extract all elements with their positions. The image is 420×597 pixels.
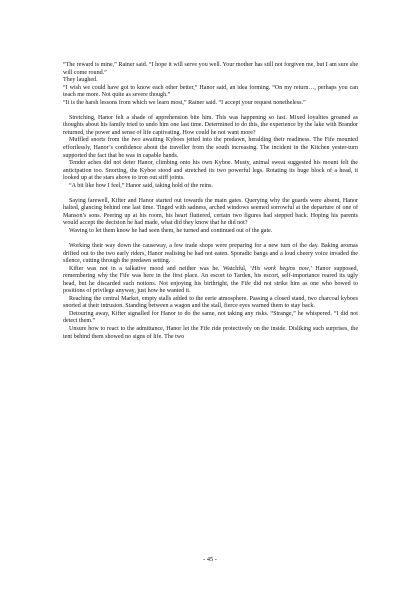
paragraph-text: Kifter was not in a talkative mood and neither was he. Watchful, ‘	[69, 265, 252, 272]
paragraph: Tender aches did not deter Hanor, climbing onto his own Kyboe. Musty, animal sweat suggested his mount felt the anticipation too. Snorting, the Kyboe stood and stretched its two powerful legs. Rotating its huge block of a head, it looked up at the stars above to iron out stiff joints.	[63, 160, 358, 182]
paragraph: Saying farewell, Kifter and Hanor started out towards the main gates. Querying why the guards were absent, Hanor halted, glancing behind one last time. Tinged with sadness, arched windows seemed sorrowful at the departure of one of Manson’s sons. Peering up at his room, his heart fluttered, certain two figures had stepped back. Hoping his parents would accept the decision he had made, what did they know that he did not?	[63, 197, 358, 227]
body-text	[63, 62, 358, 341]
paragraph: “I wish we could have got to know each other better,” Hanor said, an idea forming. “On my return…, perhaps you can teach me more. Not quite as severe though.”	[63, 84, 358, 99]
paragraph: Waving to let them know he had seen them, he turned and continued out of the gate.	[69, 227, 273, 234]
paragraph: Detouring away, Kifter signalled for Hanor to do the same, not taking any risks. “Strange,” he whispered. “I did not detect them.”	[63, 310, 358, 325]
paragraph-gap	[63, 235, 358, 243]
paragraph: They laughed.	[63, 77, 98, 84]
paragraph	[63, 266, 358, 296]
paragraph-text: ,’ Hanor supposed, remembering why the Fife was here in the first place. An escort to Tarden, his escort, self-importance reared its ugly head, but he discarded such notions. Not enjoying his birthright, the Fife did not strike him as one who bowed to positions of privilege anyway, just how he wanted it.	[63, 265, 358, 295]
paragraph: Unsure how to react to the admittance, Hanor let the Fife ride protectively on the inside. Disliking such surprises, the tent behind them showed no signs of life. The two	[63, 326, 358, 340]
paragraph: Muffled snorts from the two awaiting Kyboes jetted into the predawn, heralding their readiness. The Fife mounted effortlessly, Hanor’s confidence about the traveller from the south increasing. The incident in the Kitchen yester-turn supported the fact that he was in capable hands.	[63, 137, 358, 159]
paragraph: Working their way down the causeway, a few trade shops were preparing for a new turn of the day. Baking aromas drifted out to the two early riders, Hanor realising he had not eaten. Sporadic bangs and a loud cheery voice invaded the silence, cutting through the predawn setting.	[63, 242, 358, 265]
paragraph-gap	[63, 190, 358, 198]
paragraph: Stretching, Hanor felt a shade of apprehension bite him. This was happening so fast. Mixed loyalties groaned as thoughts about his family tried to undo him one last time. Determined to do this, the experience by the lake with Brandor returned, the power and sense of life captivating. How could he not want more?	[63, 114, 358, 136]
paragraph: “The reward is mine,” Rainer said. “I hope it will serve you well. Your mother has still not forgiven me, but I am sure she will come round.”	[63, 62, 358, 76]
paragraph: “It is the harsh lessons from which we learn most,” Rainer said. “I accept your request nonetheless.”	[63, 99, 306, 106]
italic-phrase: His work begins now	[251, 265, 309, 272]
paragraph: Reaching the central Market, empty stalls added to the eerie atmosphere. Passing a closed stand, two charcoal kyboes snorted at their intrusion. Standing between a wagon and the stall, fierce eyes warned them to stay back.	[63, 295, 358, 310]
paragraph-gap	[63, 107, 358, 115]
page-number: - 45 -	[203, 556, 217, 563]
paragraph: “A bit like how I feel,” Hanor said, taking hold of the reins.	[69, 182, 213, 189]
